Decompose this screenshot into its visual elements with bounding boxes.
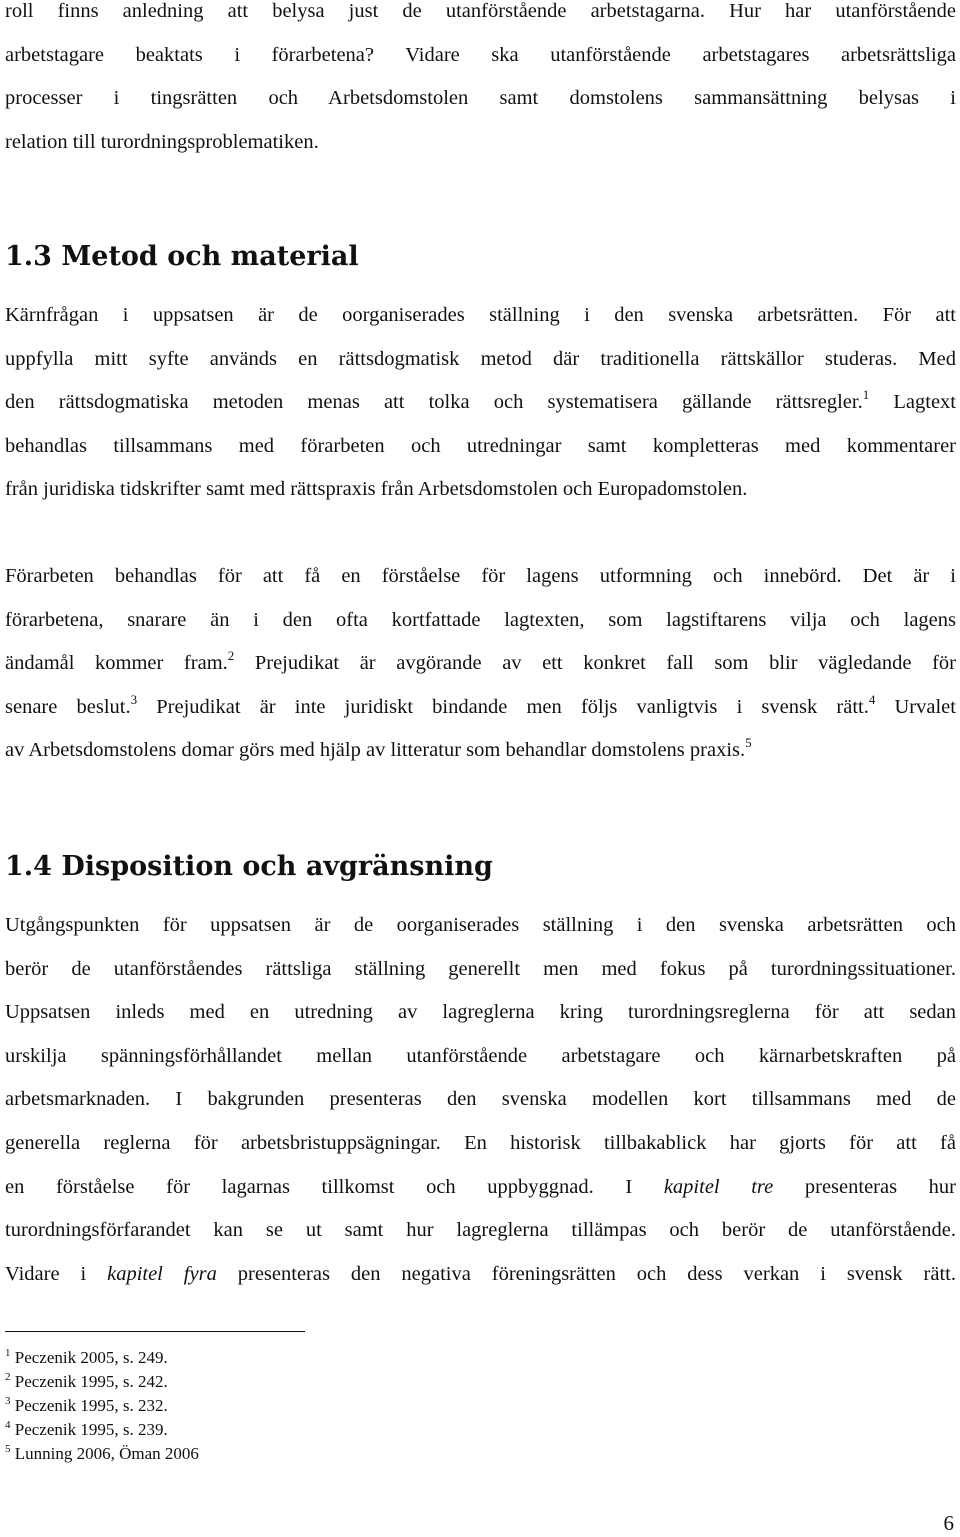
text-line: av Arbetsdomstolens domar görs med hjälp av litteratur som behandlar domstolens praxis.$^5$ [5,735,752,762]
page-number: 6 [943,1511,954,1535]
text-line: Kärnfrågan i uppsatsen är de oorganiserades ställning i den svenska arbetsrätten. För att [5,304,956,326]
text-line: en förståelse för lagarnas tillkomst och uppbyggnad. I kapitel tre presenteras hur [5,1175,957,1198]
text-line: behandlas tillsammans med förarbeten och utredningar samt kompletteras med kommentarer [5,434,956,457]
text-line: Förarbeten behandlas för att få en förståelse för lagens utformning och innebörd. Det är i [5,565,956,587]
text-line: roll finns anledning att belysa just de utanförstående arbetstagarna. Hur har utanförstående [5,0,956,22]
footnote-list [5,1346,199,1466]
method-paragraph-1 [5,294,956,512]
text-line: arbetstagare beaktats i förarbetena? Vidare ska utanförstående arbetstagares arbetsrättsliga [5,43,956,66]
disposition-paragraph [5,904,956,1296]
footnote-ref: 4 [868,691,876,707]
text-line: processer i tingsrätten och Arbetsdomstolen samt domstolens sammansättning belysas i [5,87,956,110]
section-heading-1-4: 1.4 Disposition och avgränsning [5,851,493,882]
text-line: Vidare i kapitel fyra presenteras den negativa föreningsrätten och dess verkan i svensk rätt. [5,1262,956,1285]
footnote-ref: 2 [227,648,235,664]
section-heading-1-3: 1.3 Metod och material [5,241,359,272]
text-line: ändamål kommer fram.$^2$ Prejudikat är avgörande av ett konkret fall som blir vägledande för [5,648,956,675]
footnote-ref: 1 [862,387,870,403]
footnote: $^1$ Peczenik 2005, s. 249. [5,1347,168,1367]
text-line: generella reglerna för arbetsbristuppsägningar. En historisk tillbakablick har gjorts för att få [5,1131,956,1154]
text-line: Uppsatsen inleds med en utredning av lagreglerna kring turordningsreglerna för att sedan [5,1001,956,1024]
footnote-ref: 3 [130,691,138,707]
footnote-separator [5,1331,305,1332]
text-line: från juridiska tidskrifter samt med rättspraxis från Arbetsdomstolen och Europadomstolen. [5,478,748,501]
text-line: senare beslut.$^3$ Prejudikat är inte juridiskt bindande men följs vanligtvis i svensk rätt.$^4$ Urvalet [5,691,956,718]
text-line: uppfylla mitt syfte används en rättsdogmatisk metod där traditionella rättskällor studeras. Med [5,347,956,370]
footnote: $^3$ Peczenik 1995, s. 232. [5,1395,168,1415]
footnote: $^5$ Lunning 2006, Öman 2006 [5,1443,199,1463]
text-line: relation till turordningsproblematiken. [5,130,319,153]
text-line: förarbetena, snarare än i den ofta kortfattade lagtexten, som lagstiftarens vilja och lagens [5,608,956,631]
footnote-ref: 5 [745,735,752,751]
intro-paragraph [5,0,956,164]
text-line: den rättsdogmatiska metoden menas att tolka och systematisera gällande rättsregler.$^1$ Lagtext [5,387,956,414]
footnote: $^4$ Peczenik 1995, s. 239. [5,1419,168,1439]
footnote: $^2$ Peczenik 1995, s. 242. [5,1371,168,1391]
text-line: berör de utanförståendes rättsliga ställning generellt men med fokus på turordningssituationer. [5,957,956,980]
text-line: urskilja spänningsförhållandet mellan utanförstående arbetstagare och kärnarbetskraften på [5,1044,956,1067]
method-paragraph-2 [5,555,956,773]
text-line: Utgångspunkten för uppsatsen är de oorganiserades ställning i den svenska arbetsrätten och [5,914,956,936]
text-line: turordningsförfarandet kan se ut samt hur lagreglerna tillämpas och berör de utanförstående. [5,1219,956,1242]
text-line: arbetsmarknaden. I bakgrunden presenteras den svenska modellen kort tillsammans med de [5,1088,956,1111]
